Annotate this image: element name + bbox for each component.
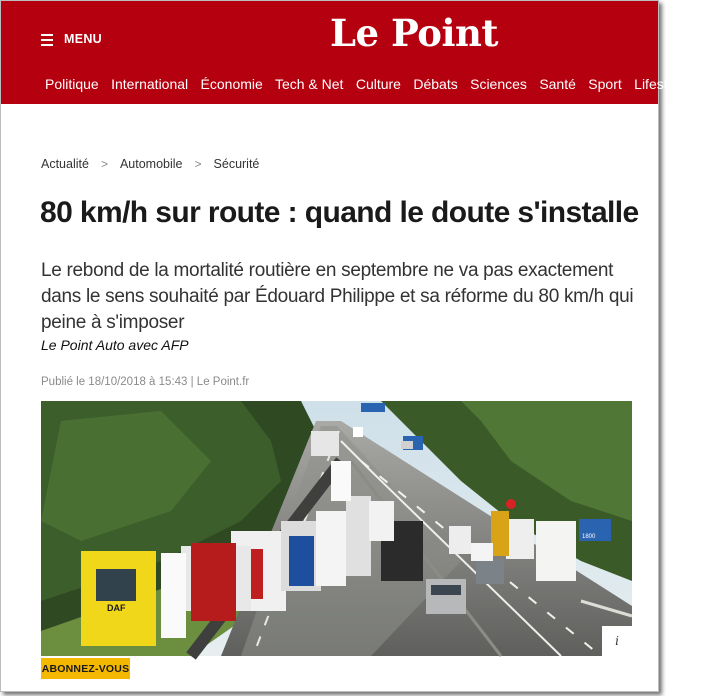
breadcrumb xyxy=(41,157,259,171)
site-header xyxy=(1,1,716,104)
menu-label: MENU xyxy=(64,32,103,46)
menu-button[interactable] xyxy=(41,27,102,51)
nav-item-lifestyle[interactable]: Lifestyle xyxy=(634,76,686,92)
nav-item-afrique[interactable]: Afr xyxy=(697,76,716,92)
truck-brand-text: DAF xyxy=(107,603,126,613)
highway-traffic-photo xyxy=(41,401,632,656)
article-title: 80 km/h sur route : quand le doute s'installe xyxy=(40,196,639,229)
site-logo[interactable]: Le Point xyxy=(330,11,498,55)
nav-item-economie[interactable]: Économie xyxy=(200,76,263,92)
photo-info-button[interactable]: i xyxy=(602,626,632,656)
nav-item-sante[interactable]: Santé xyxy=(539,76,576,92)
chevron-right-icon: > xyxy=(100,157,108,171)
nav-item-international[interactable]: International xyxy=(111,76,189,92)
breadcrumb-item-automobile[interactable]: Automobile xyxy=(119,157,183,171)
breadcrumb-item-actualite[interactable]: Actualité xyxy=(41,157,89,171)
article-published-date: Publié le 18/10/2018 à 15:43 | Le Point.fr xyxy=(41,376,250,388)
breadcrumb-item-securite[interactable]: Sécurité xyxy=(213,157,260,171)
nav-item-politique[interactable]: Politique xyxy=(45,76,99,92)
road-sign-text: 1800 xyxy=(582,534,596,540)
nav-item-sciences[interactable]: Sciences xyxy=(470,76,527,92)
article-lede: Le rebond de la mortalité routière en septembre ne va pas exactement dans le sens souhaité par Édouard Philippe et sa réforme du 80 km/h qui peine à s'imposer xyxy=(41,260,634,333)
nav-item-tech-net[interactable]: Tech & Net xyxy=(274,76,344,92)
nav-item-debats[interactable]: Débats xyxy=(413,76,458,92)
hamburger-icon xyxy=(41,34,53,45)
article-byline: Le Point Auto avec AFP xyxy=(41,337,189,353)
main-nav xyxy=(45,76,716,96)
chevron-right-icon: > xyxy=(194,157,202,171)
article-photo xyxy=(41,401,632,656)
nav-item-sport[interactable]: Sport xyxy=(588,76,622,92)
nav-item-culture[interactable]: Culture xyxy=(355,76,401,92)
subscribe-button[interactable]: ABONNEZ-VOUS xyxy=(41,658,130,679)
